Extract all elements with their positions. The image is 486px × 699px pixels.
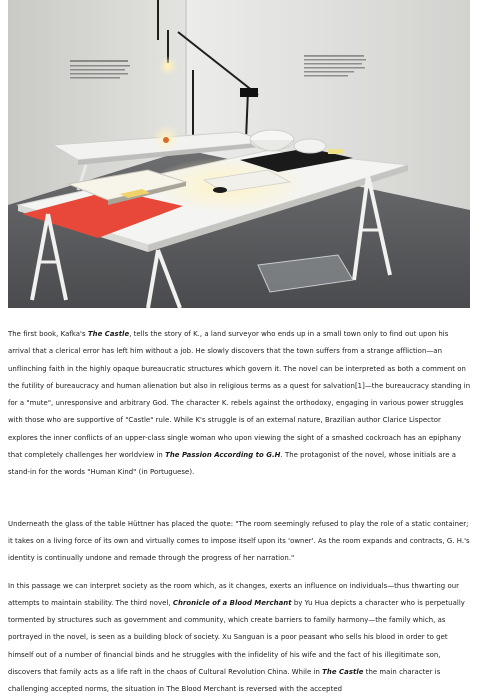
paragraph-glass-quote: Underneath the glass of the table Hüttner has placed the quote: "The room seemingly refused to play the role of a static container; it takes on a living force of its own and virtually comes to impose itself upon its 'owner'. As the room expands and contracts, G. H.'s identity is continually undone and remade through the progress of her narration." xyxy=(8,519,470,563)
paragraph-blood-merchant xyxy=(8,578,472,699)
book-title-the-castle-2: The Castle xyxy=(322,668,364,677)
paragraph-text: In this passage we can interpret society as the room which, as it changes, exerts an influence on individuals—thus thwarting our attempts to maintain stability. The third novel, xyxy=(8,581,460,607)
installation-photo-drawing xyxy=(8,0,470,308)
book-title-blood-merchant: Chronicle of a Blood Merchant xyxy=(172,598,292,607)
paragraph-text: , tells the story of K., a land surveyor who ends up in a small town only to find out upon his arrival that a clerical error has left him without a job. He slowly discovers that the town suffers from a strange affliction—an unflinching faith in the highly opaque bureaucratic structures which govern it. The novel can be interpreted as both a comment on the futility of bureaucracy and human alienation but also in religious terms as a quest for salvation[1]—the bureaucracy standing in for a "mute", unresponsive and arbitrary God. The character K. rebels against the orthodoxy, engaging in various power struggles with those who are supportive of "Castle" rule. While K's struggle is of an external nature, Brazilian author Clarice Lispector explores the inner conflicts of an upper-class single woman who upon viewing the sight of a smashed cockroach has an epiphany that completely challenges her worldview in xyxy=(8,330,471,460)
paragraph-castle xyxy=(8,326,472,482)
book-title-passion-gh: The Passion According to G.H xyxy=(165,451,281,460)
paragraph-text: The first book, Kafka's xyxy=(8,330,88,338)
paragraph-text: by Yu Hua depicts a character who is perpetually tormented by structures such as government and community, which create barriers to family harmony—the family which, as portrayed in the novel, is seen as a building block of society. Xu Sanguan is a poor peasant who sells his blood in order to get himself out of a number of financial binds and he struggles with the infidelity of his wife and the fact of his illegitimate son, discovers that family acts as a life raft in the chaos of Cultural Revolution China. While in xyxy=(8,598,465,677)
installation-photo xyxy=(8,0,470,308)
article-body xyxy=(8,326,472,699)
book-title-the-castle: The Castle xyxy=(87,330,130,338)
paragraph-text: the main character is challenging accepted norms, the situation in The Blood Merchant is reversed with the accepted xyxy=(8,668,441,694)
paragraph-text: . The protagonist of the novel, whose initials are a stand-in for the words "Human Kind" (in Portuguese). xyxy=(8,451,457,477)
